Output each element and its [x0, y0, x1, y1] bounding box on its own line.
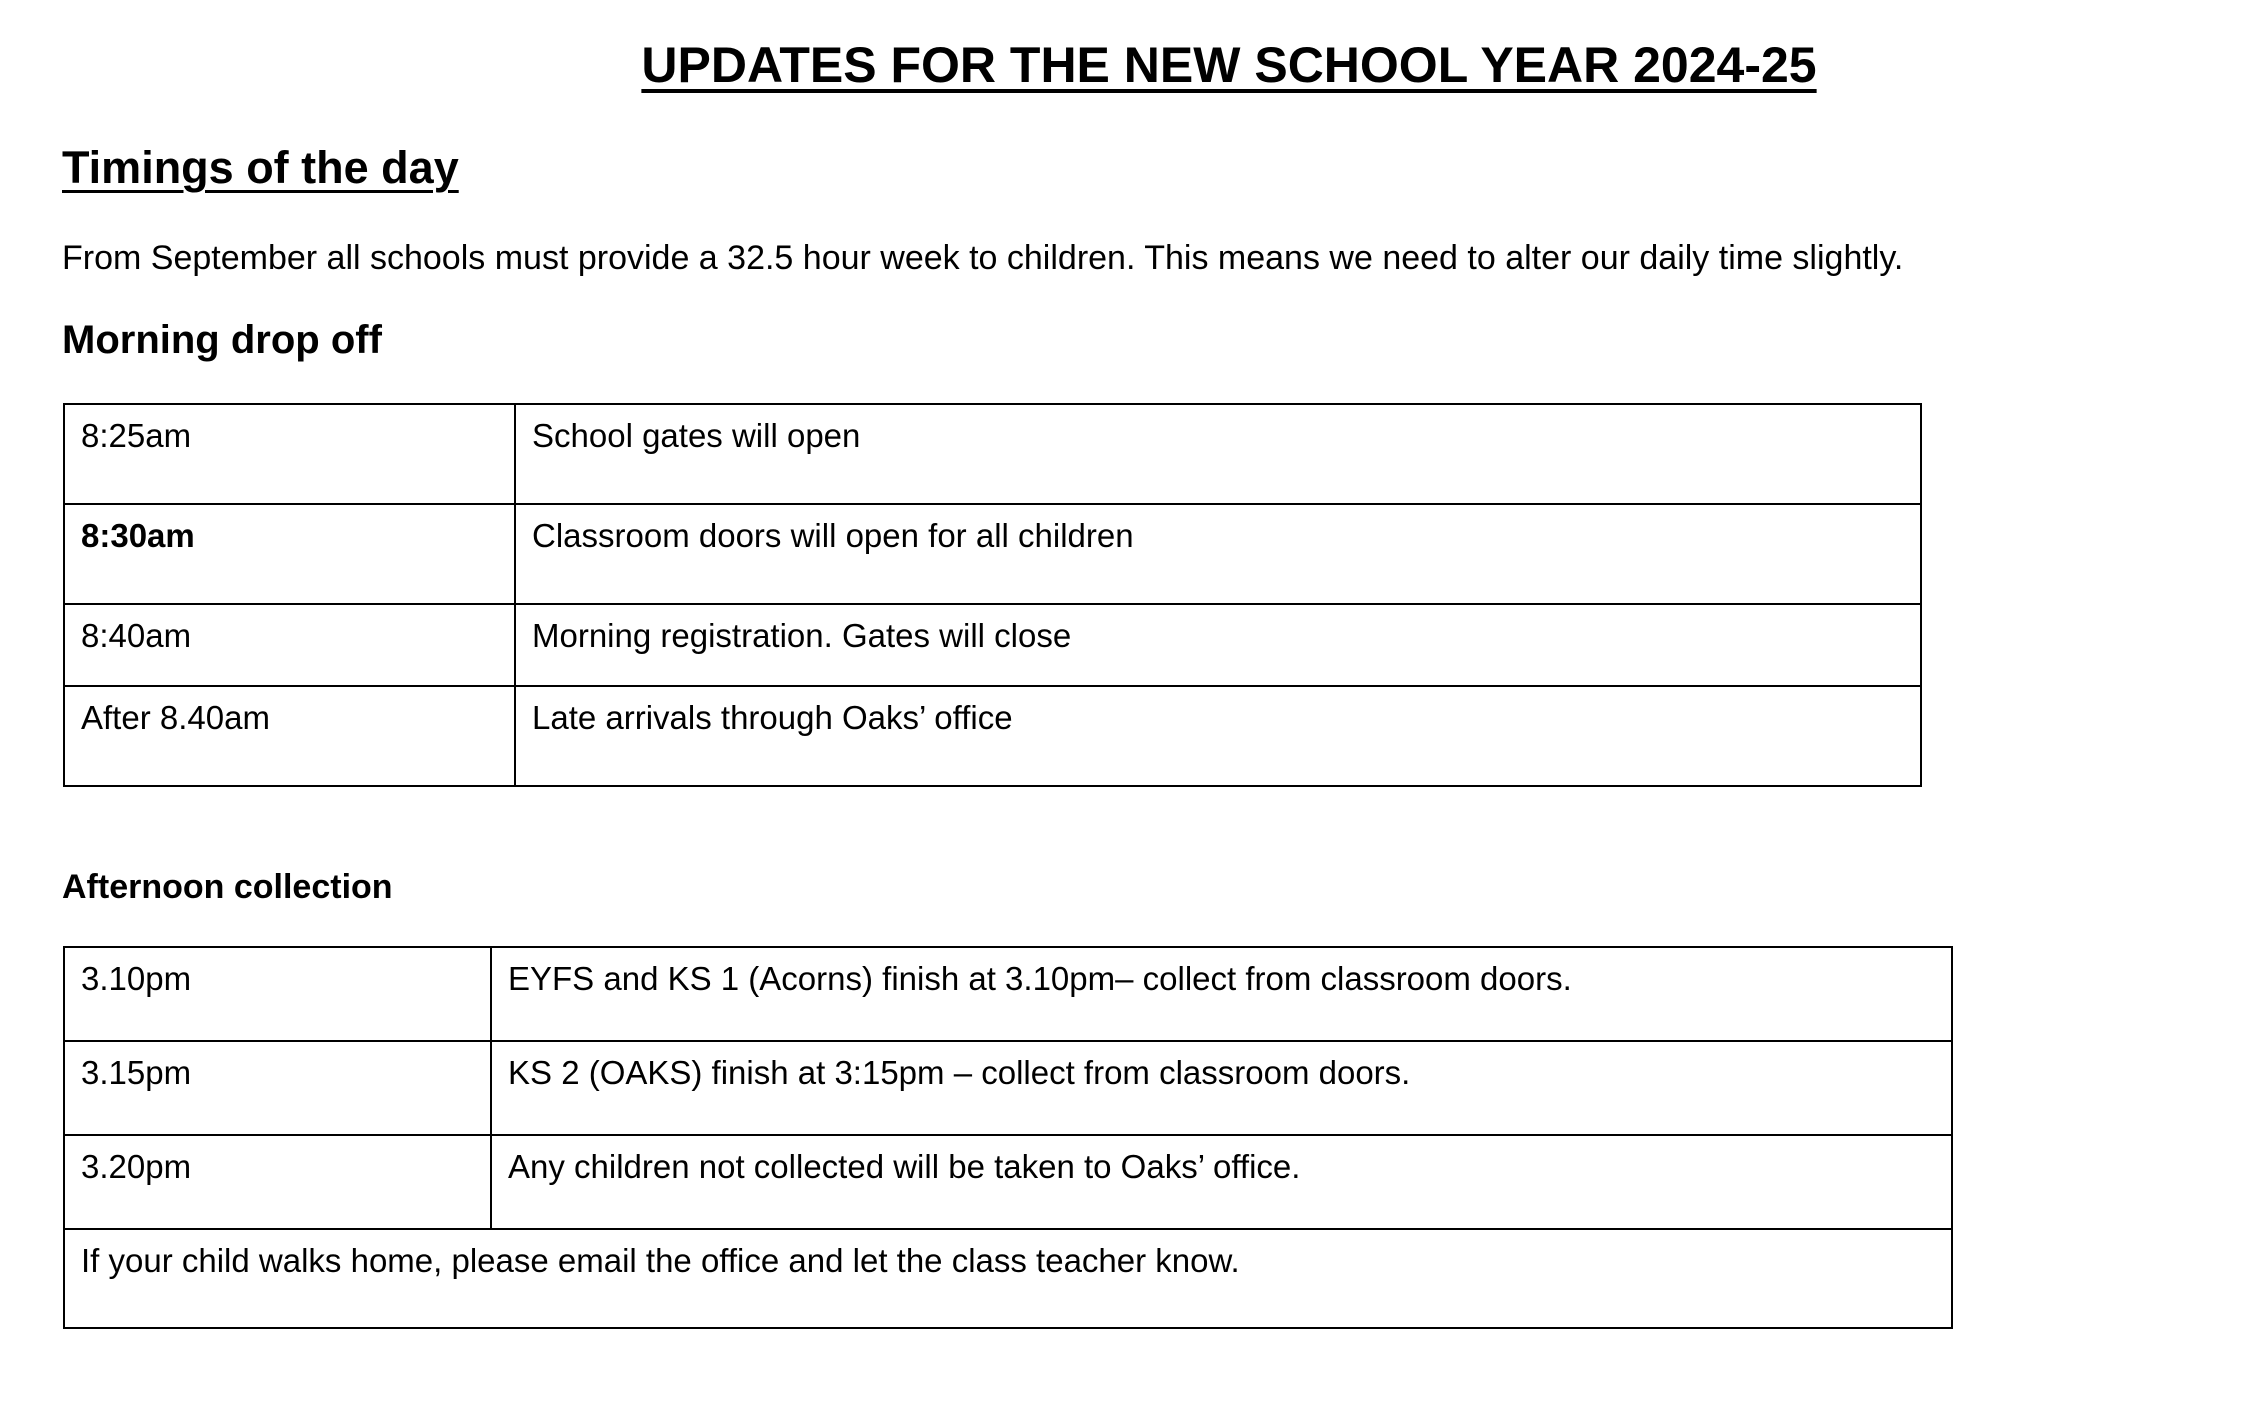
footnote-cell: If your child walks home, please email the office and let the class teacher know.	[64, 1229, 1952, 1328]
afternoon-collection-table	[63, 946, 1953, 1329]
morning-drop-off-table	[63, 403, 1922, 787]
time-cell: 8:40am	[64, 604, 515, 686]
table-row	[64, 1041, 1952, 1135]
description-cell: EYFS and KS 1 (Acorns) finish at 3.10pm– collect from classroom doors.	[491, 947, 1952, 1041]
table-row	[64, 947, 1952, 1041]
time-cell: 3.20pm	[64, 1135, 491, 1229]
time-cell: 3.10pm	[64, 947, 491, 1041]
time-cell: After 8.40am	[64, 686, 515, 786]
table-row	[64, 1229, 1952, 1328]
table-row	[64, 504, 1921, 604]
table-row	[64, 686, 1921, 786]
time-cell: 3.15pm	[64, 1041, 491, 1135]
description-cell: Morning registration. Gates will close	[515, 604, 1921, 686]
table-row	[64, 604, 1921, 686]
description-cell: School gates will open	[515, 404, 1921, 504]
afternoon-collection-heading: Afternoon collection	[62, 868, 393, 906]
time-cell: 8:30am	[64, 504, 515, 604]
intro-paragraph: From September all schools must provide a 32.5 hour week to children. This means we need to alter our daily time slightly.	[62, 239, 1904, 277]
morning-drop-off-heading: Morning drop off	[62, 318, 382, 362]
document-title: UPDATES FOR THE NEW SCHOOL YEAR 2024-25	[641, 37, 1817, 93]
table-row	[64, 1135, 1952, 1229]
time-cell: 8:25am	[64, 404, 515, 504]
description-cell: Late arrivals through Oaks’ office	[515, 686, 1921, 786]
table-row	[64, 404, 1921, 504]
description-cell: Any children not collected will be taken to Oaks’ office.	[491, 1135, 1952, 1229]
description-cell: Classroom doors will open for all children	[515, 504, 1921, 604]
description-cell: KS 2 (OAKS) finish at 3:15pm – collect from classroom doors.	[491, 1041, 1952, 1135]
section-heading-timings: Timings of the day	[62, 142, 459, 193]
